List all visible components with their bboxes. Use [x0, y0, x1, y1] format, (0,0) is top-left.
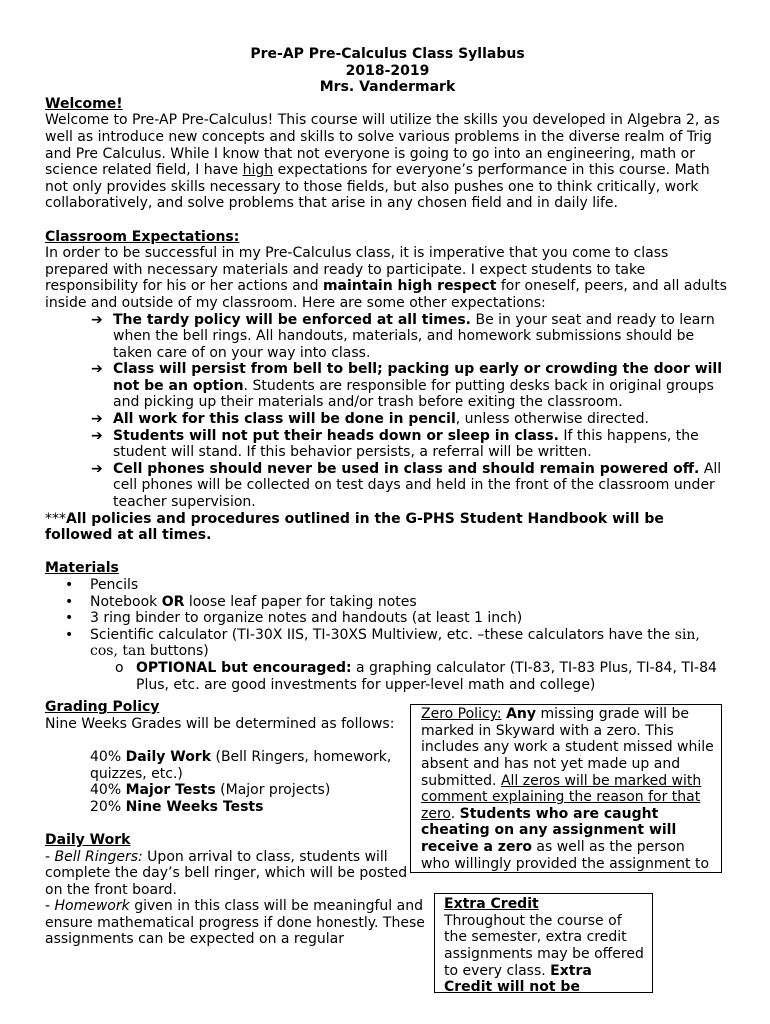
syllabus-title: Pre-AP Pre-Calculus Class Syllabus [250, 46, 525, 62]
syllabus-page [45, 46, 730, 994]
grading-section [45, 699, 730, 994]
welcome-paragraph: Welcome to Pre-AP Pre-Calculus! This course will utilize the skills you developed in Algebra 2, as well as introduce new concepts and skills to solve various problems in the diverse realm of Trig and Pre Calculus. While I know that not everyone is going to go into an engineering, math or science related field, I have high expectations for everyone’s performance in this course. Math not only provides skills necessary to those fields, but also pushes one to think critically, work collaboratively, and solve problems that arise in any chosen field and in daily life. [45, 112, 720, 212]
emphasis-high: high [242, 162, 274, 179]
expectation-item: ➔ Students will not put their heads down or sleep in class. If this happens, the student will stand. If this behavior persists, a referral will be written. [91, 427, 699, 461]
grading-heading: Grading Policy [45, 699, 160, 716]
expectation-item: ➔ The tardy policy will be enforced at all times. Be in your seat and ready to learn when the bell rings. All handouts, materials, and homework submissions should be taken care of on your way into class. [91, 311, 715, 361]
welcome-heading: Welcome! [45, 95, 123, 112]
bullet-icon: • [65, 610, 74, 627]
material-item: • 3 ring binder to organize notes and handouts (at least 1 inch) [65, 610, 523, 627]
extra-credit-box: Extra Credit Throughout the course of the semester, extra credit assignments may be offered to every class. Extra Credit will not be [434, 893, 653, 993]
handbook-policy-note: ***All policies and procedures outlined in the G-PHS Student Handbook will be followed at all times. [45, 510, 664, 544]
arrow-icon: ➔ [91, 427, 103, 444]
title-block [45, 46, 730, 96]
arrow-icon: ➔ [91, 361, 103, 378]
zero-policy-box: Zero Policy: Any missing grade will be marked in Skyward with a zero. This includes any work a student missed while absent and has not yet made up and submitted. All zeros will be marked with comment explaining the reason for that zero. Students who are caught cheating on any assignment will receive a zero as well as the person who willingly provided the assignment to [410, 704, 722, 873]
homework-text: - Homework given in this class will be meaningful and ensure mathematical progress if done honestly. These assignments can be expected on a regular [45, 898, 425, 948]
school-year: 2018-2019 [345, 62, 430, 79]
arrow-icon: ➔ [91, 411, 103, 428]
expectations-list [45, 312, 730, 511]
bullet-icon: • [65, 626, 74, 643]
materials-heading: Materials [45, 560, 119, 577]
expectations-heading: Classroom Expectations: [45, 228, 240, 245]
teacher-name: Mrs. Vandermark [319, 79, 456, 96]
expectations-intro: In order to be successful in my Pre-Calculus class, it is imperative that you come to class prepared with necessary materials and ready to participate. I expect students to take responsibility for his or her actions and maintain high respect for oneself, peers, and all adults inside and outside of my classroom. Here are some other expectations: [45, 245, 727, 311]
materials-list [45, 577, 730, 660]
grading-intro: Nine Weeks Grades will be determined as follows: [45, 715, 395, 732]
sub-bullet-icon: o [115, 659, 124, 676]
grade-weight-daily: 40% Daily Work (Bell Ringers, homework, quizzes, etc.) [90, 748, 392, 782]
bullet-icon: • [65, 593, 74, 610]
arrow-icon: ➔ [91, 460, 103, 477]
grading-left-column [45, 699, 425, 948]
extra-credit-heading: Extra Credit [444, 896, 539, 913]
grade-weight-nine-weeks: 20% Nine Weeks Tests [90, 798, 264, 815]
bell-ringers-text: - Bell Ringers: Upon arrival to class, students will complete the day’s bell ringer, which will be posted on the front board. [45, 848, 408, 898]
expectation-item: ➔ All work for this class will be done in pencil, unless otherwise directed. [91, 411, 649, 428]
daily-work-heading: Daily Work [45, 831, 131, 848]
zero-policy-label: Zero Policy: [421, 706, 502, 723]
material-item: • Notebook OR loose leaf paper for taking notes [65, 593, 417, 610]
expectation-item: ➔ Class will persist from bell to bell; packing up early or crowding the door will not be an option. Students are responsible for putting desks back in original groups and picking up their materials and/or trash before exiting the classroom. [91, 361, 723, 411]
materials-sublist [45, 660, 730, 693]
optional-material-item: o OPTIONAL but encouraged: a graphing calculator (TI-83, TI-83 Plus, TI-84, TI-84 Plus, etc. are good investments for upper-level math and college) [115, 659, 717, 693]
expectation-item: ➔ Cell phones should never be used in class and should remain powered off. All cell phones will be collected on test days and held in the front of the classroom under teacher supervision. [91, 460, 722, 511]
bullet-icon: • [65, 577, 74, 593]
material-item: • Pencils [65, 577, 139, 593]
grade-weight-major: 40% Major Tests (Major projects) [90, 782, 331, 799]
material-item: • Scientific calculator (TI-30X IIS, TI-30XS Multiview, etc. –these calculators have the sin, cos, tan buttons) [65, 626, 700, 660]
arrow-icon: ➔ [91, 311, 103, 328]
